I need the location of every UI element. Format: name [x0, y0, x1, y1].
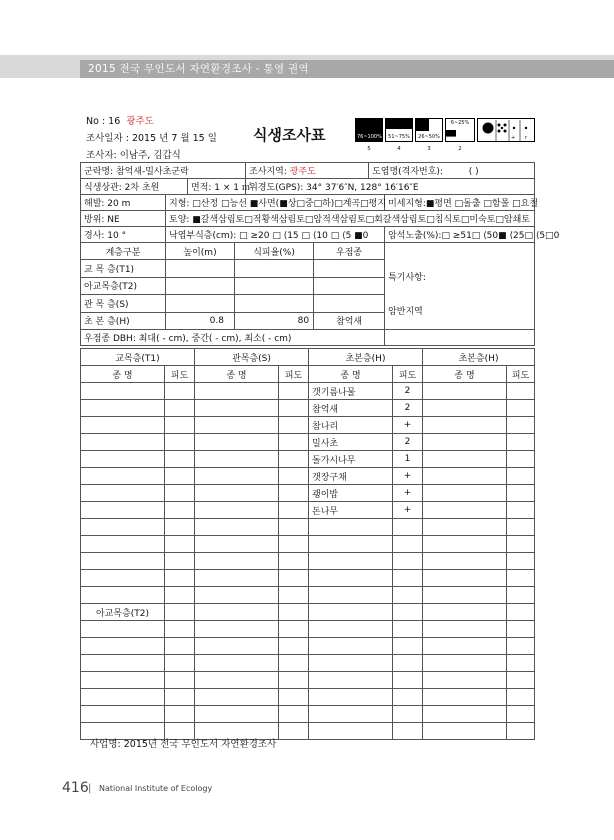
herb-species-cover: 2: [393, 434, 423, 451]
rock-exposure: 암석노출(%):□ ≥51□ ⟨50■ ⟨25□ ⟨5□0: [385, 227, 535, 243]
cover-box-3: 26~50%: [415, 118, 443, 142]
group-header: 관목층(S): [195, 349, 309, 366]
soil-type: 토양: ■갈색삼림토□적황색삼림토□암적색삼림토□회갈색삼림토□침식토□미숙토□암쇄토: [166, 211, 535, 227]
plot-area: 면적: 1 × 1 ㎡: [188, 179, 246, 195]
island-name: 광주도: [126, 116, 154, 127]
surveyors: 조사자: 이남주, 김갑식: [86, 150, 181, 161]
cover-box-5: 76~100%: [355, 118, 383, 142]
table-row: [81, 638, 535, 655]
herb-species-cover: +: [393, 417, 423, 434]
form-title: 식생조사표: [253, 126, 326, 144]
survey-number: [86, 113, 154, 127]
general-info-table: [80, 162, 560, 346]
symbol-dot-icon: [483, 123, 494, 134]
table-row: [81, 502, 535, 519]
map-grid: 도엽명(격자번호): ( ): [369, 163, 535, 179]
institute-name: National Institute of Ecology: [99, 784, 213, 793]
cover-box-2: 6~25%: [445, 118, 475, 142]
table-row: [81, 604, 535, 621]
remarks-value: 암반지역: [388, 307, 423, 317]
table-row: [81, 570, 535, 587]
remarks: [385, 243, 535, 330]
herb-species-name: 갯장구채: [309, 468, 393, 485]
layer-row: 초 본 층(H) 0.8 80 참억새: [81, 312, 535, 329]
survey-region: 조사지역: 광주도: [246, 163, 369, 179]
layer-header-cover: 식피율(%): [235, 243, 314, 260]
table-row: [81, 485, 535, 502]
dbh-row: 우점종 DBH: 최대( - cm), 중간( - cm), 최소( - cm): [81, 330, 385, 346]
table-row: [81, 553, 535, 570]
herb-species-cover: 2: [393, 383, 423, 400]
species-table: [80, 348, 535, 740]
layer-row: 교 목 층(T1): [81, 260, 535, 277]
table-row: [81, 519, 535, 536]
altitude: 해발: 20 m: [81, 195, 166, 211]
table-row: [81, 434, 535, 451]
table-row: [81, 383, 535, 400]
herb-species-name: 돈나무: [309, 502, 393, 519]
table-row: [81, 689, 535, 706]
layer-header-class: 계층구분: [81, 243, 166, 260]
no-label: No : 16: [86, 116, 121, 127]
layer-header-height: 높이(m): [166, 243, 235, 260]
physiognomy: 식생상관: 2차 초원: [81, 179, 188, 195]
cover-symbols: [477, 118, 535, 142]
svg-text:r: r: [525, 135, 528, 141]
layer-header-dominant: 우점종: [314, 243, 385, 260]
aspect: 방위: NE: [81, 211, 166, 227]
svg-text:+: +: [511, 135, 516, 141]
project-name: 사업명: 2015년 전국 무인도서 자연환경조사: [90, 739, 277, 750]
herb-species-name: 참억새: [309, 400, 393, 417]
microtopography: 미세지형:■평면 □돌출 □함몰 □요철: [385, 195, 535, 211]
cover-num-4: 4: [397, 146, 401, 152]
cover-num-5: 5: [367, 146, 371, 152]
herb-species-cover: 2: [393, 400, 423, 417]
herb-species-name: 갯기름나물: [309, 383, 393, 400]
slope: 경사: 10 °: [81, 227, 166, 243]
layer-row: 아교목층(T2): [81, 277, 535, 294]
table-row: [81, 706, 535, 723]
cover-num-3: 3: [427, 146, 431, 152]
table-row: [81, 655, 535, 672]
table-row: [81, 417, 535, 434]
species-group-header: [81, 349, 535, 366]
species-sub-header: 종 명 피도 종 명 피도 종 명 피도 종 명 피도: [81, 366, 535, 383]
herb-species-name: 돌가시나무: [309, 451, 393, 468]
table-row: [81, 451, 535, 468]
terrain: 지형: □산정 □능선 ■사면(■상□중□하)□계곡□평지: [166, 195, 385, 211]
subtree-label: 아교목층(T2): [81, 604, 165, 621]
gps-coords: 위경도(GPS): 34° 37′6″N, 128° 16′16″E: [246, 179, 535, 195]
table-row: [81, 400, 535, 417]
cover-num-2: 2: [458, 146, 462, 152]
survey-date: 조사일자 : 2015 년 7 월 15 일: [86, 133, 217, 144]
table-row: [81, 468, 535, 485]
group-header: 초본층(H): [309, 349, 423, 366]
remarks-label: 특기사항:: [388, 273, 426, 283]
herb-species-cover: 1: [393, 451, 423, 468]
herb-species-name: 참나리: [309, 417, 393, 434]
community-name: 군락명: 참억새-밀사초군락: [81, 163, 246, 179]
herb-species-cover: +: [393, 485, 423, 502]
cover-box-4: 51~75%: [385, 118, 413, 142]
group-header: 교목층(T1): [81, 349, 195, 366]
table-row: [81, 587, 535, 604]
herb-species-name: 괭이밥: [309, 485, 393, 502]
page-separator: |: [88, 783, 92, 794]
table-row: [81, 621, 535, 638]
herb-species-cover: +: [393, 468, 423, 485]
table-row: [81, 536, 535, 553]
page-number: 416: [62, 780, 89, 796]
group-header: 초본층(H): [423, 349, 535, 366]
herb-species-cover: +: [393, 502, 423, 519]
layer-row: 관 목 층(S): [81, 295, 535, 312]
header-banner: 2015 전국 무인도서 자연환경조사 - 통영 권역: [80, 60, 614, 78]
litter-depth: 낙엽부식층(cm): □ ≥20 □ ⟨15 □ ⟨10 □ ⟨5 ■0: [166, 227, 385, 243]
table-row: [81, 672, 535, 689]
herb-species-name: 밀사초: [309, 434, 393, 451]
